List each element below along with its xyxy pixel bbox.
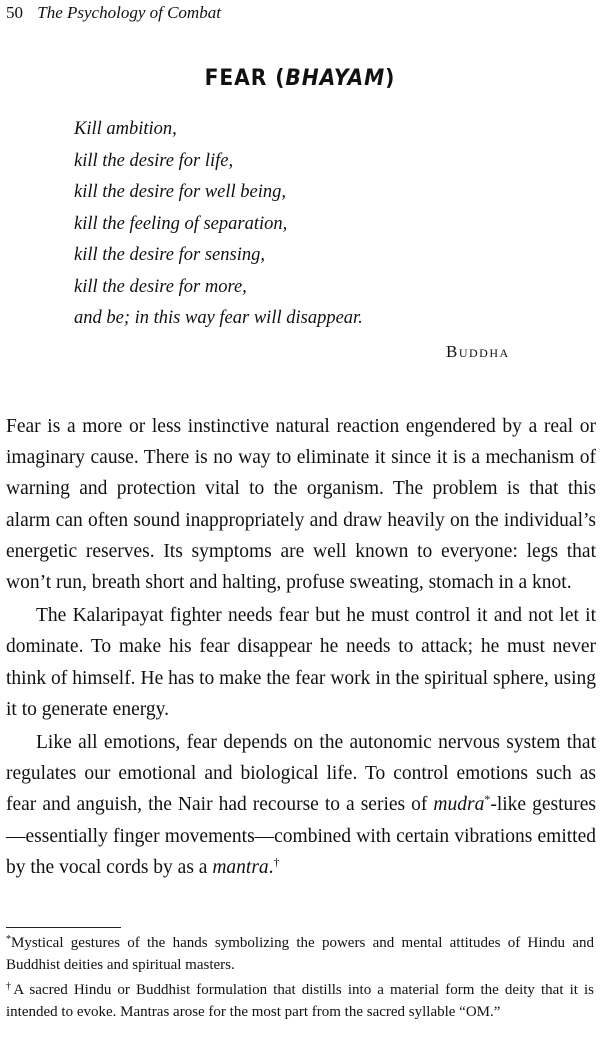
- paragraph-text: .: [268, 856, 274, 878]
- running-head: [6, 2, 221, 24]
- epigraph-line: kill the desire for sensing,: [74, 245, 265, 265]
- footnotes: [6, 933, 594, 1027]
- running-title: The Psychology of Combat: [37, 3, 221, 22]
- footnote-ref-dagger[interactable]: †: [273, 854, 280, 869]
- paragraph-text: -like gestures—essentially finger movements—combined with certain vibrations emitted by the vocal cords by as a: [6, 794, 597, 878]
- footnote-text: A sacred Hindu or Buddhist formulation that distills into a material form the deity that it is intended to evoke. Mantras arose for the most part from the sacred syllable “OM.”: [6, 982, 595, 1020]
- epigraph-line: and be; in this way fear will disappear.: [74, 308, 363, 328]
- chapter-title-close: ): [385, 66, 396, 91]
- epigraph-line: kill the feeling of separation,: [74, 213, 288, 234]
- footnote-text: Mystical gestures of the hands symbolizing the powers and mental attitudes of Hindu and Buddhist deities and spiritual masters.: [6, 935, 594, 973]
- footnote-mark: *: [6, 934, 11, 945]
- term-mudra: mudra: [433, 794, 485, 816]
- paragraph-text: Like all emotions, fear depends on the autonomic nervous system that regulates our emotional and biological life. To control emotions such as fear and anguish, the Nair had recourse to a series of: [6, 732, 596, 816]
- paragraph: The Kalaripayat fighter needs fear but he must control it and not let it dominate. To make his fear disappear he needs to attack; he must never think of himself. He has to make the fear work in the spiritual sphere, using it to generate energy.: [6, 605, 596, 720]
- epigraph-attribution: Buddha: [446, 342, 510, 361]
- chapter-title-italic: BHAYAM: [285, 66, 386, 91]
- term-mantra: mantra: [212, 856, 269, 878]
- epigraph-line: kill the desire for well being,: [74, 182, 287, 202]
- footnote: [6, 933, 594, 976]
- paragraph: Fear is a more or less instinctive natural reaction engendered by a real or imaginary cause. There is no way to eliminate it since it is a mechanism of warning and protection vital to the organism. The problem is that this alarm can often sound inappropriately and draw heavily on the individual’s energetic reserves. Its symptoms are well known to everyone: legs that won’t run, breath short and halting, profuse sweating, stomach in a knot.: [6, 416, 596, 594]
- epigraph-line: Kill ambition,: [74, 119, 177, 139]
- footnote-mark: †: [6, 981, 14, 992]
- body-text: [6, 411, 596, 883]
- epigraph: [74, 114, 534, 335]
- chapter-title-main: FEAR (: [204, 66, 286, 91]
- epigraph-line: kill the desire for life,: [74, 150, 234, 171]
- footnote: [6, 980, 594, 1023]
- page-number: 50: [6, 3, 23, 22]
- footnote-ref-star[interactable]: *: [484, 792, 491, 807]
- chapter-title: [24, 66, 576, 91]
- epigraph-line: kill the desire for more,: [74, 276, 247, 297]
- footnote-rule: [6, 927, 121, 928]
- paragraph: [6, 727, 596, 883]
